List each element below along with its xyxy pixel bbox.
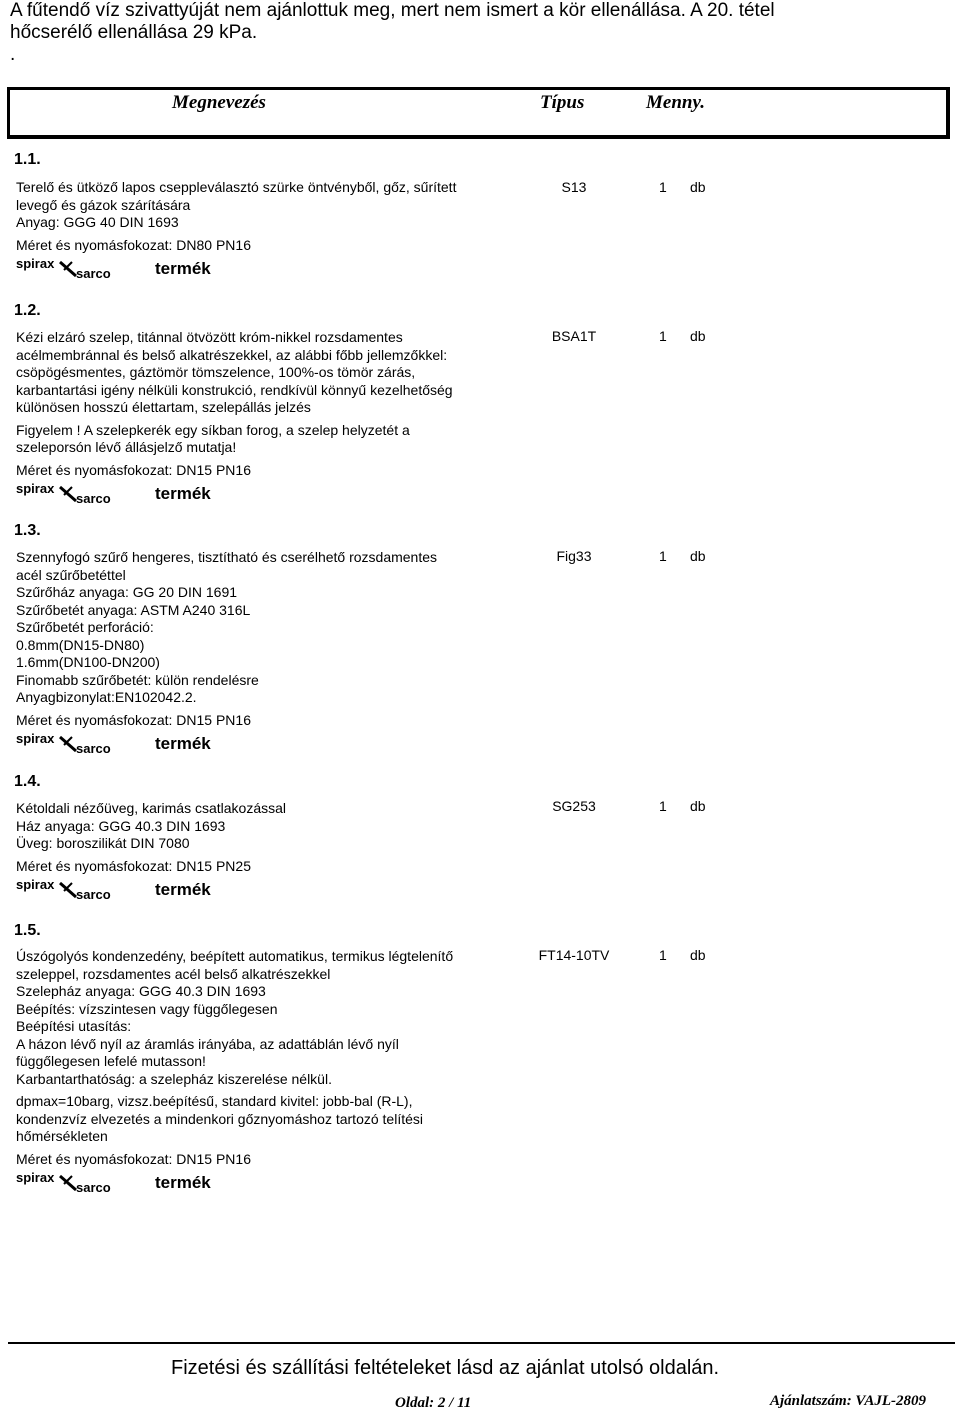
item-unit: db (690, 179, 706, 195)
desc-line: Üveg: boroszilikát DIN 7080 (16, 835, 190, 851)
item-unit: db (690, 798, 706, 814)
item-1-4 (14, 773, 954, 901)
intro-line-2: hőcserélő ellenállása 29 kPa. (10, 22, 258, 43)
item-type: FT14-10TV (538, 947, 610, 963)
spirax-sarco-logo (16, 879, 134, 901)
item-description (16, 329, 506, 509)
desc-line: Úszógolyós kondenzedény, beépített automatikus, termikus légtelenítő (16, 948, 454, 964)
item-type: S13 (561, 179, 587, 195)
desc-line: dpmax=10barg, vizsz.beépítésű, standard kivitel: jobb-bal (R-L), (16, 1093, 413, 1109)
item-description (16, 549, 506, 759)
desc-line: acélmembránnal és belső alkatrészekkel, az alábbi főbb jellemzőkkel: (16, 346, 448, 363)
intro-text (10, 0, 950, 66)
item-qty: 1 (659, 947, 667, 963)
item-description (16, 179, 506, 284)
item-number: 1.3. (14, 522, 41, 539)
spirax-sarco-logo (16, 1172, 134, 1194)
product-label: termék (155, 734, 211, 753)
product-row (16, 733, 506, 759)
size-line: Méret és nyomásfokozat: DN15 PN16 (16, 711, 251, 728)
desc-line: függőlegesen lefelé mutasson! (16, 1053, 206, 1069)
desc-line: Anyagbizonylat:EN102042.2. (16, 689, 197, 705)
size-line: Méret és nyomásfokozat: DN15 PN16 (16, 1150, 251, 1167)
desc-line: Szennyfogó szűrő hengeres, tisztítható és cserélhető rozsdamentes (16, 549, 438, 565)
desc-line: kondenzvíz elvezetés a mindenkori gőznyomáshoz tartozó telítési (16, 1110, 423, 1127)
size-line: Méret és nyomásfokozat: DN15 PN25 (16, 857, 251, 874)
item-description (16, 800, 506, 905)
item-unit: db (690, 328, 706, 344)
desc-line: Szelepház anyaga: GGG 40.3 DIN 1693 (16, 983, 266, 999)
item-description (16, 948, 506, 1198)
desc-line: karbantartási igény nélküli konstrukció, rendkívül könnyű kezelhetőség (16, 381, 453, 398)
item-qty: 1 (659, 179, 667, 195)
logo-text-bottom: sarco (76, 491, 111, 505)
logo-text-top: spirax (16, 879, 55, 892)
logo-text-bottom: sarco (76, 741, 111, 755)
desc-line: Kézi elzáró szelep, titánnal ötvözött króm-nikkel rozsdamentes (16, 329, 403, 345)
product-row (16, 483, 506, 509)
item-number: 1.4. (14, 773, 41, 790)
desc-line: Ház anyaga: GGG 40.3 DIN 1693 (16, 817, 226, 834)
page-number: Oldal: 2 / 11 (395, 1395, 472, 1411)
desc-line: Beépítés: vízszintesen vagy függőlegesen (16, 1000, 278, 1017)
desc-line: A házon lévő nyíl az áramlás irányába, az adattáblán lévő nyíl (16, 1035, 399, 1052)
logo-text-top: spirax (16, 1172, 55, 1185)
item-type: Fig33 (556, 548, 592, 564)
desc-line: szeleppel, rozsdamentes acél belső alkatrészekkel (16, 965, 331, 982)
product-row (16, 258, 506, 284)
footer-note: Fizetési és szállítási feltételeket lásd az ajánlat utolsó oldalán. (171, 1357, 720, 1379)
desc-line: Kétoldali nézőüveg, karimás csatlakozással (16, 800, 287, 816)
table-header (7, 87, 950, 139)
logo-text-bottom: sarco (76, 266, 111, 280)
footer-divider (8, 1342, 955, 1344)
desc-line: Figyelem ! A szelepkerék egy síkban forog, a szelep helyzetét a (16, 421, 410, 438)
desc-line: különösen hosszú élettartam, szelepállás jelzés (16, 399, 311, 415)
desc-line: Szűrőbetét anyaga: ASTM A240 316L (16, 601, 251, 618)
item-qty: 1 (659, 548, 667, 564)
item-number: 1.5. (14, 922, 41, 939)
logo-text-bottom: sarco (76, 1180, 111, 1194)
item-number: 1.2. (14, 302, 41, 319)
desc-line: Finomabb szűrőbetét: külön rendelésre (16, 671, 259, 688)
item-1-2 (14, 302, 954, 505)
item-1-5 (14, 922, 954, 1194)
product-label: termék (155, 259, 211, 278)
product-row (16, 1172, 506, 1198)
item-type: SG253 (552, 798, 596, 814)
item-qty: 1 (659, 328, 667, 344)
logo-text-bottom: sarco (76, 887, 111, 901)
product-row (16, 879, 506, 905)
product-label: termék (155, 880, 211, 899)
intro-line-3: . (10, 44, 16, 65)
size-line: Méret és nyomásfokozat: DN80 PN16 (16, 236, 251, 253)
desc-line: acél szűrőbetéttel (16, 566, 126, 583)
header-qty: Menny. (646, 92, 705, 113)
product-label: termék (155, 1173, 211, 1192)
size-line: Méret és nyomásfokozat: DN15 PN16 (16, 461, 251, 478)
item-unit: db (690, 947, 706, 963)
desc-line: 1.6mm(DN100-DN200) (16, 654, 160, 670)
logo-text-top: spirax (16, 483, 55, 496)
desc-line: csöpögésmentes, gáztömör tömszelence, 100%-os tömör zárás, (16, 364, 416, 380)
header-type: Típus (540, 92, 585, 113)
item-unit: db (690, 548, 706, 564)
item-1-1 (14, 151, 954, 280)
spirax-sarco-logo (16, 483, 134, 505)
desc-line: Karbantarthatóság: a szelepház kiszerelése nélkül. (16, 1070, 332, 1087)
desc-line: Szűrőbetét perforáció: (16, 619, 154, 635)
desc-line: levegő és gázok szárítására (16, 196, 191, 213)
intro-line-1: A fűtendő víz szivattyúját nem ajánlottuk meg, mert nem ismert a kör ellenállása. A 20. tétel (10, 0, 775, 21)
desc-line: hőmérsékleten (16, 1128, 108, 1144)
spirax-sarco-logo (16, 733, 134, 755)
spirax-sarco-logo (16, 258, 134, 280)
item-type: BSA1T (551, 328, 597, 344)
logo-text-top: spirax (16, 258, 55, 271)
desc-line: 0.8mm(DN15-DN80) (16, 636, 145, 653)
item-1-3 (14, 522, 954, 755)
offer-number: Ajánlatszám: VAJL-2809 (770, 1393, 926, 1409)
desc-line: Terelő és ütköző lapos cseppleválasztó szürke öntvényből, gőz, sűrített (16, 179, 457, 195)
product-label: termék (155, 484, 211, 503)
desc-line: Szűrőház anyaga: GG 20 DIN 1691 (16, 584, 238, 600)
desc-line: szeleporsón lévő állásjelző mutatja! (16, 439, 237, 455)
item-qty: 1 (659, 798, 667, 814)
logo-text-top: spirax (16, 733, 55, 746)
item-number: 1.1. (14, 151, 41, 168)
header-name: Megnevezés (172, 92, 266, 113)
desc-line: Anyag: GGG 40 DIN 1693 (16, 214, 179, 230)
desc-line: Beépítési utasítás: (16, 1018, 132, 1034)
